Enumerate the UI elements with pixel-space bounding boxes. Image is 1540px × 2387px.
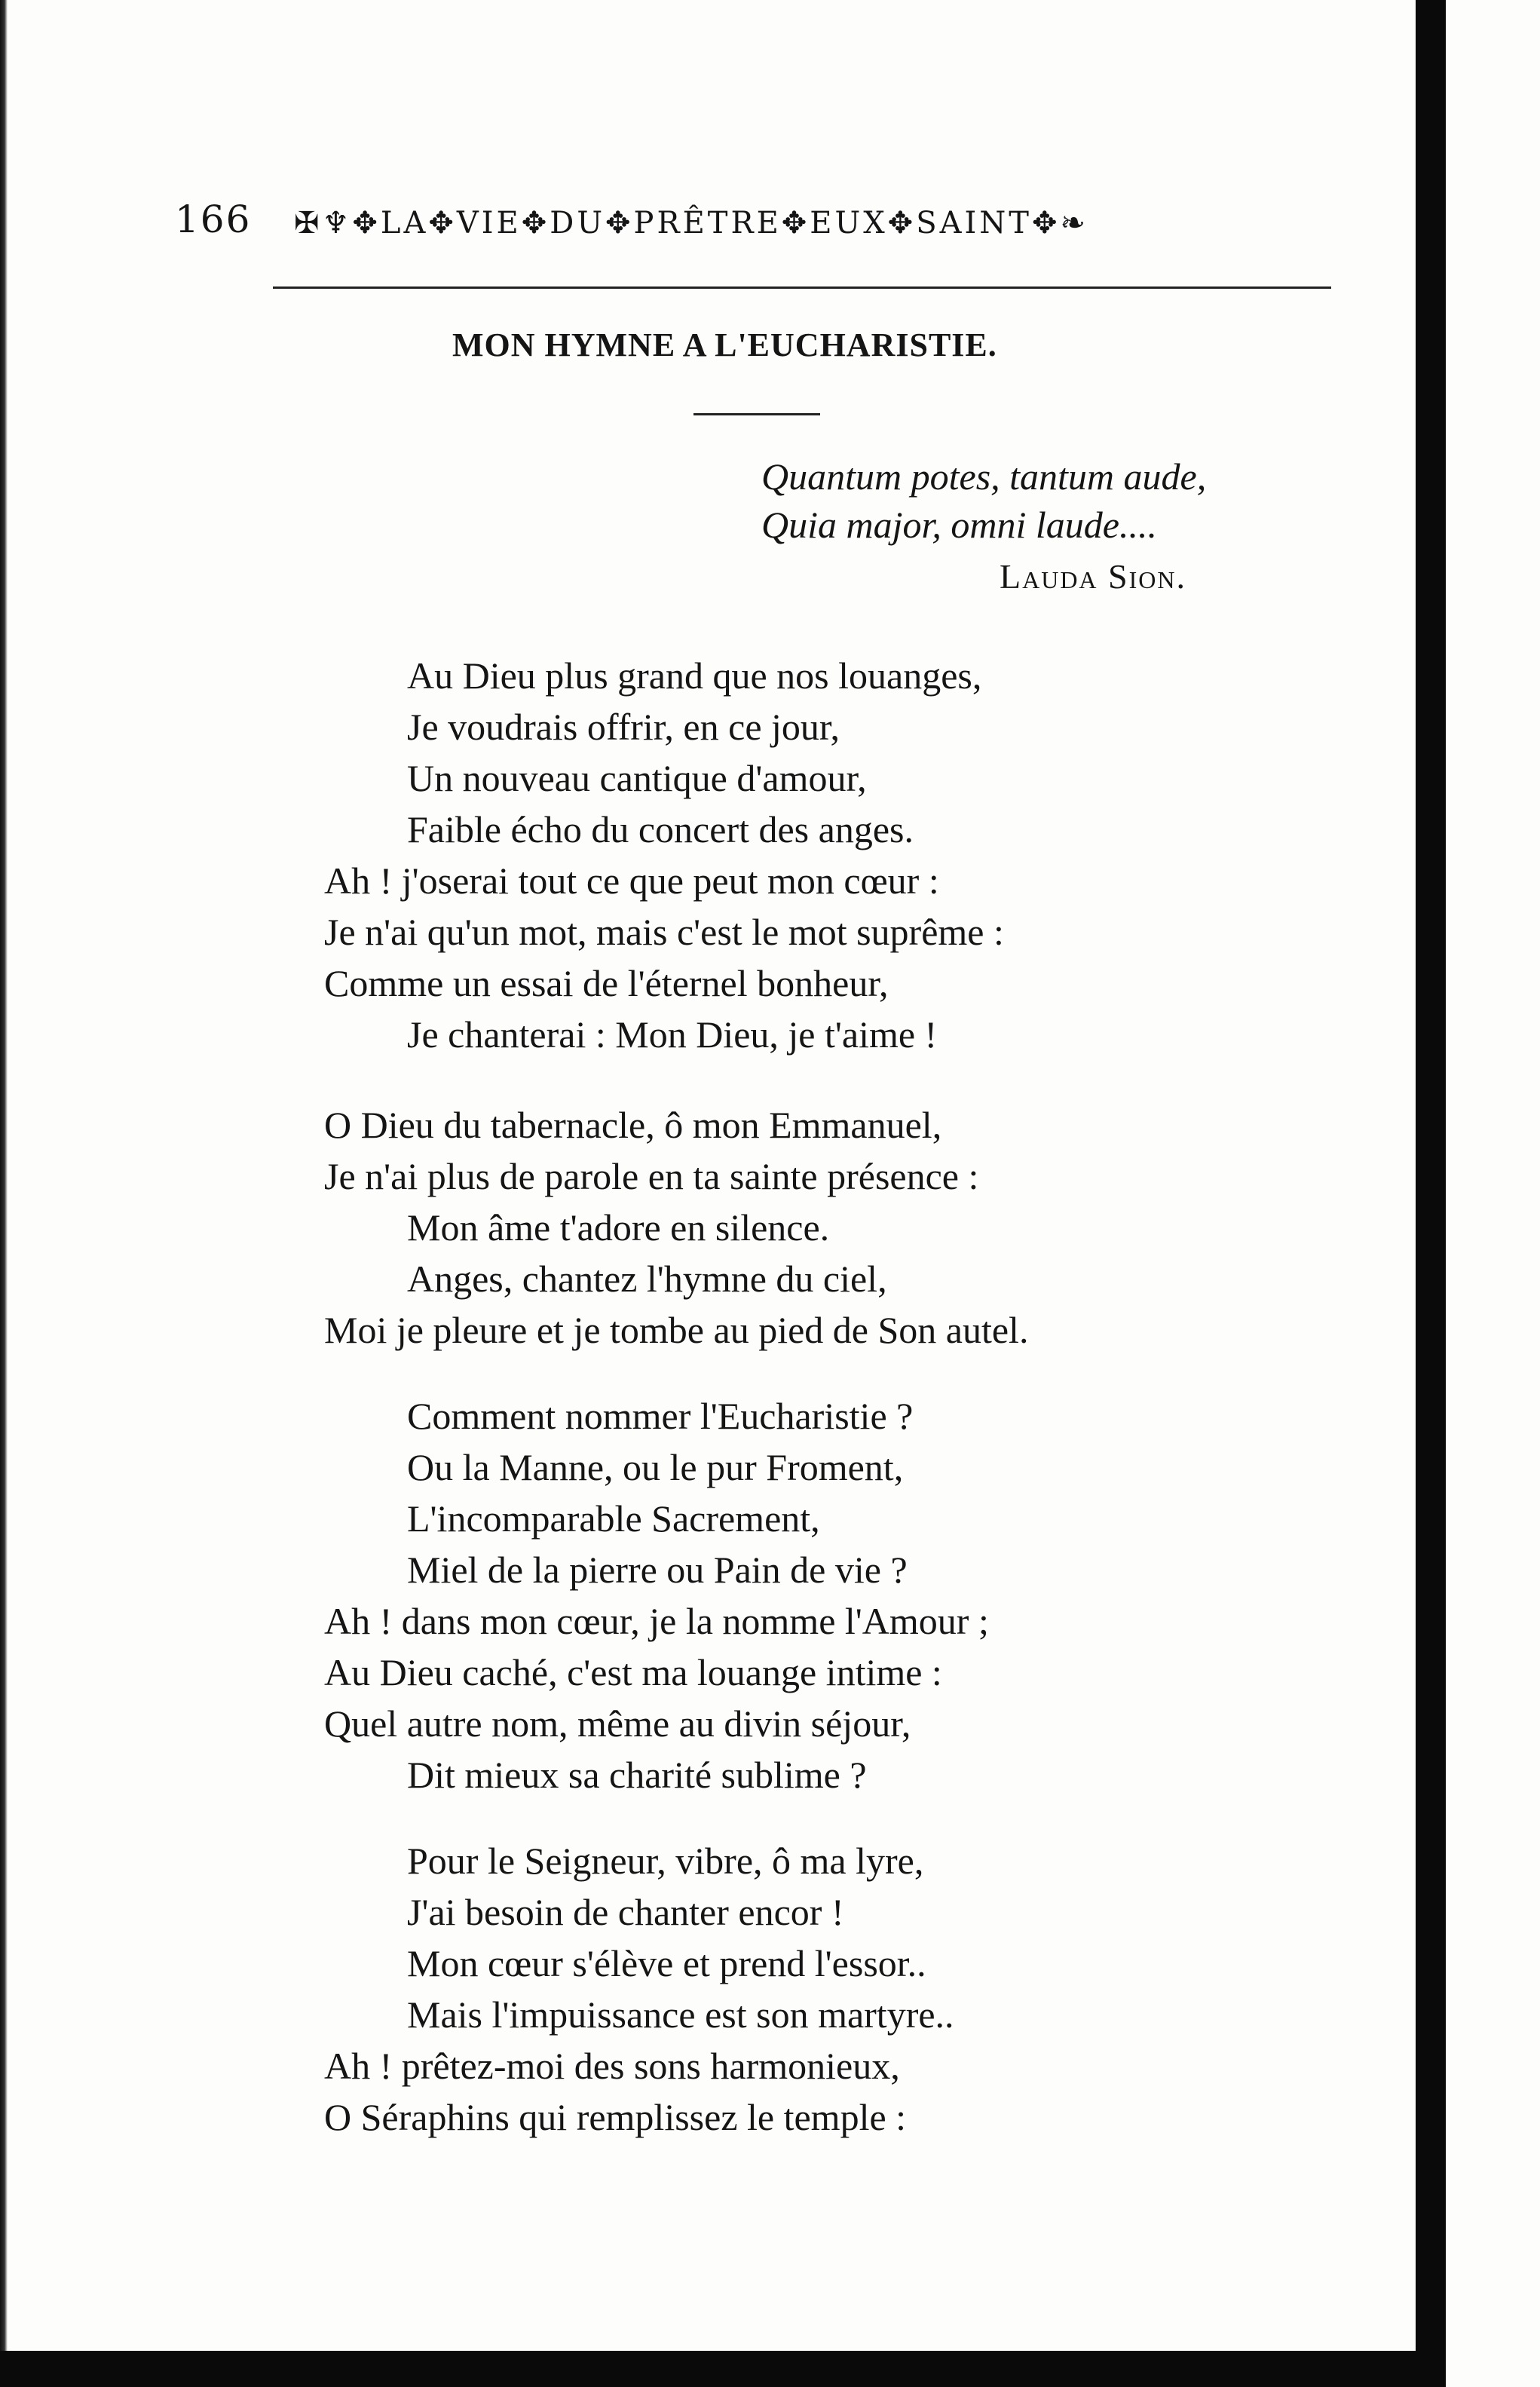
scan-bottom-edge: [0, 2351, 1446, 2387]
poem-line: Dit mieux sa charité sublime ?: [407, 1754, 867, 1796]
poem-line: Mon cœur s'élève et prend l'essor..: [407, 1942, 926, 1984]
poem-line: O Dieu du tabernacle, ô mon Emmanuel,: [324, 1104, 942, 1146]
poem-line: Comme un essai de l'éternel bonheur,: [324, 962, 889, 1004]
poem-line: Un nouveau cantique d'amour,: [407, 757, 867, 799]
poem-line: Moi je pleure et je tombe au pied de Son autel.: [324, 1309, 1029, 1351]
stanza: [324, 650, 1028, 1060]
poem-line: Pour le Seigneur, vibre, ô ma lyre,: [407, 1840, 924, 1882]
poem-line: Au Dieu caché, c'est ma louange intime :: [324, 1651, 942, 1693]
poem-title: MON HYMNE A L'EUCHARISTIE.: [452, 326, 997, 363]
poem-line: Comment nommer l'Eucharistie ?: [407, 1395, 914, 1437]
poem-line: Mon âme t'adore en silence.: [407, 1206, 830, 1249]
poem-line: Ah ! prêtez-moi des sons harmonieux,: [324, 2045, 900, 2087]
poem-line: Ah ! dans mon cœur, je la nomme l'Amour ;: [324, 1600, 989, 1642]
stanza: [324, 1099, 1028, 1356]
poem-body: [324, 650, 1028, 2177]
page-number: 166: [175, 198, 252, 241]
poem-line: Anges, chantez l'hymne du ciel,: [407, 1258, 887, 1300]
poem-line: L'incomparable Sacrement,: [407, 1497, 820, 1540]
running-header-ornament: ✠♆✥LA✥VIE✥DU✥PRÊTRE✥EUX✥SAINT✥❧: [294, 206, 1088, 241]
poem-line: Au Dieu plus grand que nos louanges,: [407, 654, 982, 697]
poem-line: O Séraphins qui remplissez le temple :: [324, 2096, 907, 2138]
epigraph-line: Quantum potes, tantum aude,: [761, 455, 1207, 498]
scan-left-edge: [0, 0, 8, 2387]
epigraph-line: Quia major, omni laude....: [761, 504, 1157, 546]
poem-line: Mais l'impuissance est son martyre..: [407, 1993, 954, 2036]
poem-line: Miel de la pierre ou Pain de vie ?: [407, 1549, 908, 1591]
poem-line: Je chanterai : Mon Dieu, je t'aime !: [407, 1013, 938, 1056]
header-rule: [273, 287, 1331, 289]
poem-line: Je voudrais offrir, en ce jour,: [407, 706, 840, 748]
poem-line: J'ai besoin de chanter encor !: [407, 1891, 844, 1933]
epigraph: [761, 452, 1206, 549]
epigraph-source: Lauda Sion.: [1000, 557, 1186, 596]
title-rule: [693, 413, 820, 415]
stanza: [324, 1390, 1028, 1800]
poem-line: Ou la Manne, ou le pur Froment,: [407, 1446, 904, 1488]
poem-line: Je n'ai plus de parole en ta sainte présence :: [324, 1155, 979, 1197]
poem-line: Je n'ai qu'un mot, mais c'est le mot suprême :: [324, 911, 1004, 953]
poem-line: Quel autre nom, même au divin séjour,: [324, 1702, 911, 1745]
poem-line: Ah ! j'oserai tout ce que peut mon cœur :: [324, 860, 939, 902]
poem-line: Faible écho du concert des anges.: [407, 808, 914, 850]
scan-right-edge: [1416, 0, 1446, 2387]
stanza: [324, 1835, 1028, 2143]
